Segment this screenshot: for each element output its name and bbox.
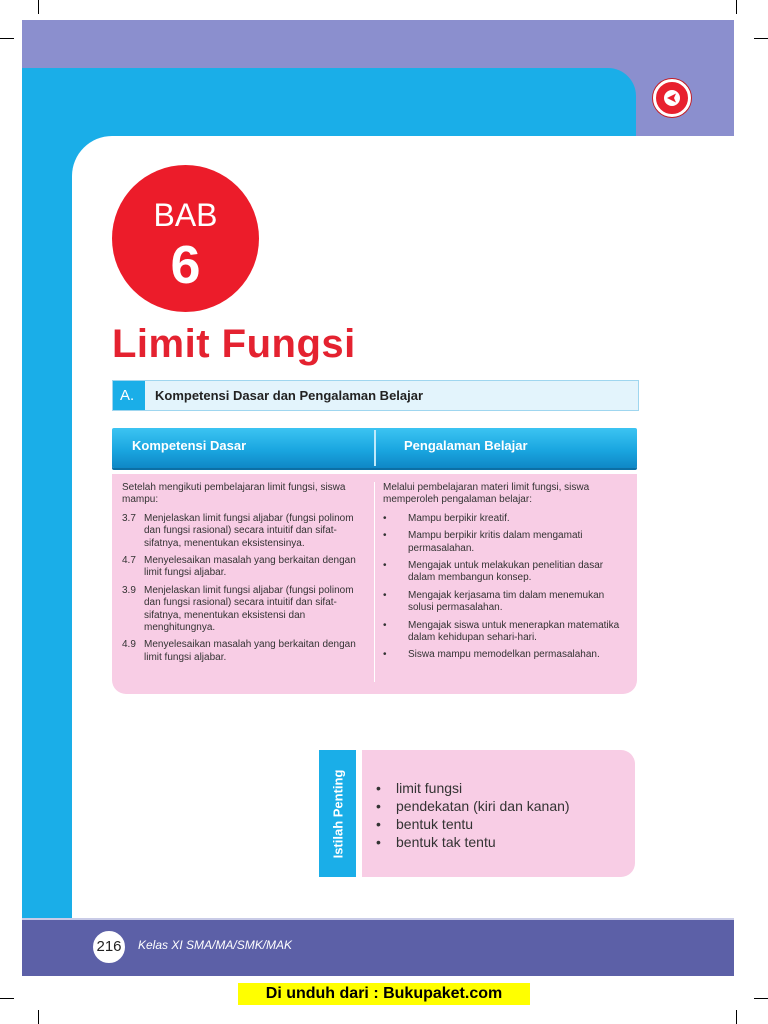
key-terms-list <box>376 779 570 851</box>
competency-panel <box>112 474 637 694</box>
crop-mark <box>38 0 39 14</box>
key-terms-label: Istilah Penting <box>330 769 345 858</box>
kompetensi-text: Menjelaskan limit fungsi aljabar (fungsi polinom dan fungsi rasional) secara intuitif dan sifat-sifatnya, menentukan eksistensi dan menghitungnya. <box>144 584 354 634</box>
header-kompetensi-dasar: Kompetensi Dasar <box>132 438 247 453</box>
section-heading <box>112 380 639 411</box>
pengalaman-text: Siswa mampu memodelkan permasalahan. <box>408 649 600 661</box>
pengalaman-column <box>383 482 628 667</box>
kompetensi-code: 4.7 <box>122 555 136 567</box>
pengalaman-item <box>383 590 628 615</box>
kompetensi-item <box>122 639 360 664</box>
pengalaman-text: Mengajak siswa untuk menerapkan matematika dalam kehidupan sehari-hari. <box>408 619 620 644</box>
bullet-icon: • <box>383 530 387 542</box>
kompetensi-item <box>122 513 360 550</box>
kompetensi-code: 4.9 <box>122 639 136 651</box>
header-pengalaman-belajar: Pengalaman Belajar <box>404 438 528 453</box>
header-divider <box>374 430 376 466</box>
bullet-icon: • <box>376 798 381 814</box>
crop-mark <box>736 0 737 14</box>
key-term-text: bentuk tak tentu <box>396 834 496 850</box>
crop-mark <box>38 1010 39 1024</box>
kompetensi-item <box>122 585 360 635</box>
pengalaman-text: Mengajak kerjasama tim dalam menemukan solusi permasalahan. <box>408 589 605 614</box>
chapter-badge <box>112 165 259 312</box>
bullet-icon: • <box>376 834 381 850</box>
pengalaman-item <box>383 620 628 645</box>
kompetensi-intro: Setelah mengikuti pembelajaran limit fungsi, siswa mampu: <box>122 482 346 506</box>
chapter-title: Limit Fungsi <box>112 322 356 366</box>
crop-mark <box>754 998 768 999</box>
crop-mark <box>0 38 14 39</box>
pengalaman-text: Mampu berpikir kritis dalam mengamati permasalahan. <box>408 530 583 554</box>
bullet-icon: • <box>383 560 387 572</box>
key-term-item <box>376 833 570 851</box>
section-letter: A. <box>113 381 145 410</box>
kompetensi-item <box>122 555 360 580</box>
crop-mark <box>736 1010 737 1024</box>
kompetensi-text: Menyelesaikan masalah yang berkaitan dengan limit fungsi aljabar. <box>144 555 356 579</box>
bullet-icon: • <box>383 619 387 631</box>
kompetensi-column <box>122 482 360 669</box>
pengalaman-text: Mengajak untuk melakukan penelitian dasar dalam membangun konsep. <box>408 560 604 584</box>
crop-mark <box>754 38 768 39</box>
key-term-text: bentuk tentu <box>396 816 474 832</box>
pengalaman-intro: Melalui pembelajaran materi limit fungsi, siswa memperoleh pengalaman belajar: <box>383 482 590 506</box>
kompetensi-code: 3.9 <box>122 584 136 596</box>
pengalaman-item <box>383 513 628 525</box>
crop-mark <box>0 998 14 999</box>
bullet-icon: • <box>383 512 387 524</box>
kompetensi-text: Menjelaskan limit fungsi aljabar (fungsi polinom dan fungsi rasional) secara intuitif dan sifat-sifatnya, menentukan eksistensinya. <box>144 512 354 549</box>
download-source-link[interactable]: Di unduh dari : Bukupaket.com <box>238 983 530 1005</box>
footer-book-title: Kelas XI SMA/MA/SMK/MAK <box>138 938 293 952</box>
table-header <box>112 428 637 468</box>
key-terms-tab <box>319 750 356 877</box>
page-number: 216 <box>91 929 127 965</box>
column-divider <box>374 482 375 682</box>
key-term-item <box>376 815 570 833</box>
bullet-icon: • <box>383 589 387 601</box>
key-term-text: pendekatan (kiri dan kanan) <box>396 798 570 814</box>
kompetensi-text: Menyelesaikan masalah yang berkaitan dengan limit fungsi aljabar. <box>144 639 356 663</box>
bullet-icon: • <box>376 780 381 796</box>
kompetensi-code: 3.7 <box>122 512 136 524</box>
section-title: Kompetensi Dasar dan Pengalaman Belajar <box>155 388 424 403</box>
chapter-number: 6 <box>170 235 201 295</box>
pengalaman-item <box>383 530 628 555</box>
bullet-icon: • <box>376 816 381 832</box>
bullet-icon: • <box>383 649 387 661</box>
pengalaman-item <box>383 560 628 585</box>
key-term-item <box>376 797 570 815</box>
pengalaman-item <box>383 649 628 661</box>
back-button[interactable] <box>653 79 691 117</box>
key-terms-box <box>362 750 635 877</box>
key-term-item <box>376 779 570 797</box>
triangle-left-icon <box>663 89 681 107</box>
key-term-text: limit fungsi <box>396 780 463 796</box>
chapter-label: BAB <box>153 197 218 233</box>
footer-band <box>22 918 734 976</box>
pengalaman-text: Mampu berpikir kreatif. <box>408 512 510 524</box>
